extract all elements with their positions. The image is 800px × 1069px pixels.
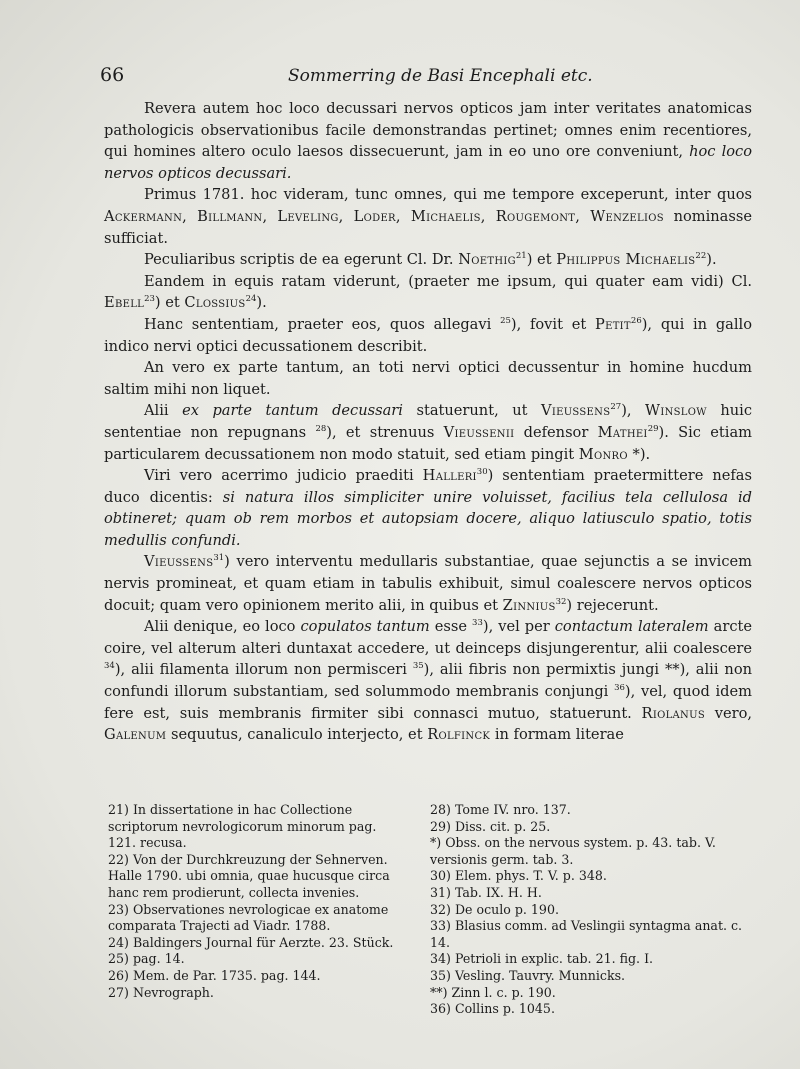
footnote-ref: 24 — [245, 294, 257, 305]
name-small-caps: Halleri — [422, 467, 477, 485]
text-run: ), vel, quod idem fere est, suis membranis firmiter sibi connasci mutuo, statuerunt. — [104, 683, 752, 722]
name-small-caps: Mathei — [597, 423, 648, 441]
name-small-caps: Zinnius — [502, 596, 556, 614]
footnote-ref: 21 — [515, 251, 527, 262]
running-title: Sommerring de Basi Encephali etc. — [288, 66, 593, 86]
text-run: Eandem in equis ratam viderunt, (praeter me ipsum, qui quater eam vidi) Cl. — [144, 272, 752, 290]
italic-run: hoc loco nervos opticos decussari. — [104, 143, 752, 182]
footnote: 21) In dissertatione in hac Collectione scriptorum nevrologicorum minorum pag. 121. recusa. — [108, 802, 377, 851]
name-small-caps: Winslow — [645, 402, 707, 420]
footnote-ref: 32 — [555, 596, 567, 607]
paragraph — [104, 616, 752, 746]
footnote-ref: 28 — [315, 424, 327, 435]
text-run: ), alii fibris non permixtis jungi **), alii non confundi illorum substantiam, sed solummodo membranis conjungi — [104, 661, 753, 701]
footnote: 22) Von der Durchkreuzung der Sehnerven. Halle 1790. ubi omnia, quae hucusque circa hanc rem prodierunt, collecta invenies. — [108, 851, 390, 900]
text-run: vero, — [704, 704, 752, 722]
text-run: huic sententiae non repugnans — [104, 402, 752, 441]
name-small-caps: Vieussens — [541, 402, 611, 420]
text-run: ) rejecerunt. — [566, 596, 659, 614]
italic-run: si natura illos simpliciter unire voluisset, facilius tela cellulosa id obtineret; quam ob rem morbos et autopsiam docere, aliquo latiusculo spatio, totis medullis confundi. — [104, 488, 752, 549]
running-header — [100, 64, 760, 90]
name-small-caps: Noethig — [458, 251, 516, 269]
name-small-caps: Petit — [594, 315, 631, 333]
text-run: ) vero interventu medullaris substantiae, quae sejunctis a se invicem nervis promineat, et quam etiam in tabulis exhibuit, simul coalescere nervos opticos docuit; quam vero opinionem merito alii, in quibus et — [104, 553, 752, 614]
footnote: 23) Observationes nevrologicae ex anatome comparata Trajecti ad Viadr. 1788. — [108, 901, 389, 934]
text-run: in formam literae — [490, 726, 624, 744]
text-run: Peculiaribus scriptis de ea egerunt Cl. Dr. — [144, 251, 459, 269]
text-run: ), — [621, 402, 646, 420]
footnote-ref: 23 — [144, 294, 155, 305]
text-run: sequutus, canaliculo interjecto, et — [166, 726, 428, 744]
text-run: *). — [627, 445, 651, 463]
footnote: 24) Baldingers Journal für Aerzte. 23. Stück. — [108, 934, 394, 950]
footnote: 26) Mem. de Par. 1735. pag. 144. — [108, 967, 321, 983]
text-run: An vero ex parte tantum, an toti nervi optici decussentur in homine hucdum saltim mihi non liquet. — [104, 359, 752, 398]
footnote-ref: 34 — [104, 661, 115, 672]
text-run: ) et — [154, 294, 185, 312]
footnotes-right-column — [430, 802, 760, 1018]
text-run: ), et strenuus — [326, 423, 444, 441]
text-run: ) sententiam praetermittere nefas duco dicentis: — [104, 467, 752, 506]
text-run: nominasse sufficiat. — [104, 207, 752, 247]
footnote: 27) Nevrograph. — [108, 984, 214, 1000]
footnote: 34) Petrioli in explic. tab. 21. fig. I. — [430, 951, 654, 967]
footnote-ref: 27 — [610, 402, 622, 413]
text-run: esse — [429, 618, 473, 636]
paragraph — [104, 551, 752, 616]
page-number: 66 — [100, 64, 125, 86]
text-run: Viri vero acerrimo judicio praediti — [144, 467, 423, 485]
text-run: ), fovit et — [510, 315, 595, 333]
footnote-ref: 29 — [647, 424, 659, 435]
paragraph — [104, 184, 752, 249]
text-run: Alii — [144, 402, 183, 420]
name-small-caps: Philippus Michaelis — [556, 251, 696, 269]
footnote: 31) Tab. IX. H. H. — [430, 884, 542, 900]
name-small-caps: Rolfinck — [427, 726, 491, 744]
text-run: ), qui in gallo indico nervi optici decussationem describit. — [104, 315, 753, 355]
footnote-ref: 36 — [614, 683, 625, 694]
name-small-caps: Ackermann, Billmann, Leveling, Loder, Michaelis, Rougemont, Wenzelios — [104, 207, 664, 225]
footnote-ref: 22 — [695, 251, 707, 262]
footnote: 25) pag. 14. — [108, 951, 185, 967]
paragraph — [104, 249, 752, 271]
text-run: ) et — [526, 251, 557, 269]
footnote-ref: 35 — [412, 661, 424, 672]
italic-run: contactum lateralem — [554, 618, 709, 636]
text-run: Hanc sententiam, praeter eos, quos allegavi — [144, 315, 501, 333]
paragraph — [104, 271, 752, 314]
italic-run: copulatos tantum — [300, 618, 430, 636]
paragraph — [104, 400, 752, 465]
text-run: arcte coire, vel alterum alteri duntaxat accedere, ut deinceps disjungerentur, alii coalescere — [104, 618, 752, 657]
name-small-caps: Ebell — [104, 294, 145, 312]
footnote: 35) Vesling. Tauvry. Munnicks. — [430, 967, 626, 983]
text-run: Alii denique, eo loco — [144, 618, 301, 636]
paragraph — [104, 98, 752, 184]
footnote: 33) Blasius comm. ad Veslingii syntagma anat. c. 14. — [430, 918, 743, 950]
name-small-caps: Clossius — [184, 294, 246, 312]
paragraph — [104, 357, 752, 400]
footnote: *) Obss. on the nervous system. p. 43. tab. V. versionis germ. tab. 3. — [430, 835, 716, 867]
footnotes-left-column — [108, 802, 408, 1001]
name-small-caps: Galenum — [104, 726, 167, 744]
footnote-ref: 30 — [476, 467, 488, 478]
footnote-ref: 33 — [472, 618, 483, 629]
text-run: Revera autem hoc loco decussari nervos opticos jam inter veritates anatomicas pathologicis observationibus facile demonstrandas pertinet; omnes enim recentiores, qui homines altero oculo laesos dissecuerunt, jam in eo uno ore conveniunt, — [104, 100, 752, 161]
footnote: 28) Tome IV. nro. 137. — [430, 802, 571, 817]
italic-run: ex parte tantum decussari — [182, 402, 403, 420]
text-run: ). Sic etiam particularem decussationem non modo statuit, sed etiam pingit — [104, 423, 752, 463]
footnote: 30) Elem. phys. T. V. p. 348. — [430, 868, 607, 884]
text-run: Primus 1781. hoc videram, tunc omnes, qui me tempore exceperunt, inter quos — [144, 186, 752, 204]
name-small-caps: Riolanus — [641, 704, 705, 722]
footnote: 32) De oculo p. 190. — [430, 901, 559, 917]
text-run: ). — [706, 251, 717, 269]
footnote-ref: 26 — [630, 316, 642, 327]
footnote: 36) Collins p. 1045. — [430, 1001, 555, 1017]
footnote: 29) Diss. cit. p. 25. — [430, 818, 551, 834]
name-small-caps: Monro — [578, 445, 628, 463]
paragraph — [104, 314, 752, 357]
footnote-ref: 31 — [213, 553, 225, 564]
footnote: **) Zinn l. c. p. 190. — [430, 984, 556, 1000]
footnote-ref: 25 — [500, 316, 511, 327]
text-run: ). — [256, 294, 267, 312]
paragraph — [104, 465, 752, 551]
main-text — [104, 98, 752, 746]
text-run: statuerunt, ut — [402, 402, 542, 420]
text-run: defensor — [514, 423, 598, 441]
name-small-caps: Vieussens — [144, 553, 214, 571]
text-run: ), vel per — [482, 618, 555, 636]
text-run: ), alii filamenta illorum non permisceri — [114, 661, 413, 679]
name-small-caps: Vieussenii — [443, 423, 515, 441]
